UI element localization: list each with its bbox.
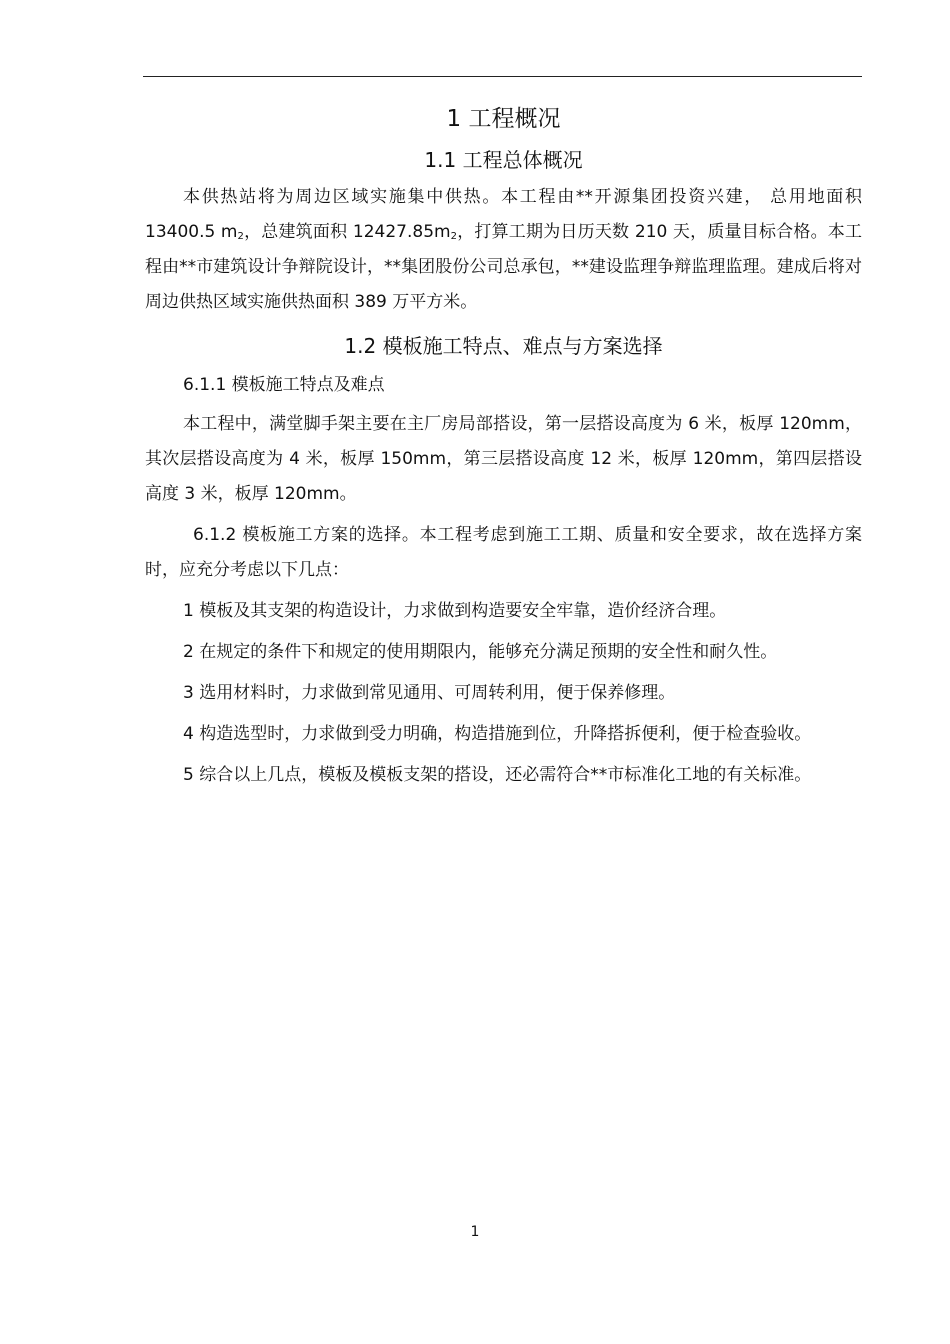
document-body <box>145 100 862 799</box>
section-heading-1-1: 1.1 工程总体概况 <box>424 148 583 172</box>
area-unit-subscript: 2 <box>237 231 244 242</box>
list-item-5: 5 综合以上几点，模板及模板支架的搭设，还必需符合**市标准化工地的有关标准。 <box>183 765 812 785</box>
scheme-selection-paragraph: 6.1.2 模板施工方案的选择。本工程考虑到施工工期、质量和安全要求，故在选择方案时，应充分考虑以下几点： <box>145 525 862 580</box>
list-item-3: 3 选用材料时，力求做到常见通用、可周转利用，便于保养修理。 <box>183 683 676 703</box>
overview-paragraph <box>145 180 862 320</box>
list-item-4: 4 构造选型时，力求做到受力明确，构造措施到位，升降搭拆便利，便于检查验收。 <box>183 724 812 744</box>
subsection-heading-6-1-1: 6.1.1 模板施工特点及难点 <box>183 375 385 395</box>
overview-text-a: 本供热站将为周边区域实施集中供热。本工程由**开源集团投资兴建， 总用地面积 13400.5 m <box>145 187 862 242</box>
overview-text-c: ，打算工期为日历天数 210 天，质量目标合格。本工程由**市建筑设计争辩院设计，**集团股份公司总承包，**建设监理争辩监理监理。建成后将对周边供热区域实施供热面积 389 万平方米。 <box>145 222 863 312</box>
section-heading-1-2: 1.2 模板施工特点、难点与方案选择 <box>344 334 663 358</box>
overview-text-b: ，总建筑面积 12427.85m <box>243 222 451 242</box>
scaffold-paragraph: 本工程中，满堂脚手架主要在主厂房局部搭设，第一层搭设高度为 6 米，板厚 120mm，其次层搭设高度为 4 米，板厚 150mm，第三层搭设高度 12 米，板厚 120mm，第四层搭设高度 3 米，板厚 120mm。 <box>145 414 862 504</box>
page-number: 1 <box>470 1224 480 1240</box>
chapter-title: 1 工程概况 <box>446 106 561 132</box>
list-item-1: 1 模板及其支架的构造设计，力求做到构造要安全牢靠，造价经济合理。 <box>183 601 727 621</box>
list-item-2: 2 在规定的条件下和规定的使用期限内，能够充分满足预期的安全性和耐久性。 <box>183 642 778 662</box>
header-rule <box>143 76 862 77</box>
area-unit-subscript-2: 2 <box>450 231 457 242</box>
